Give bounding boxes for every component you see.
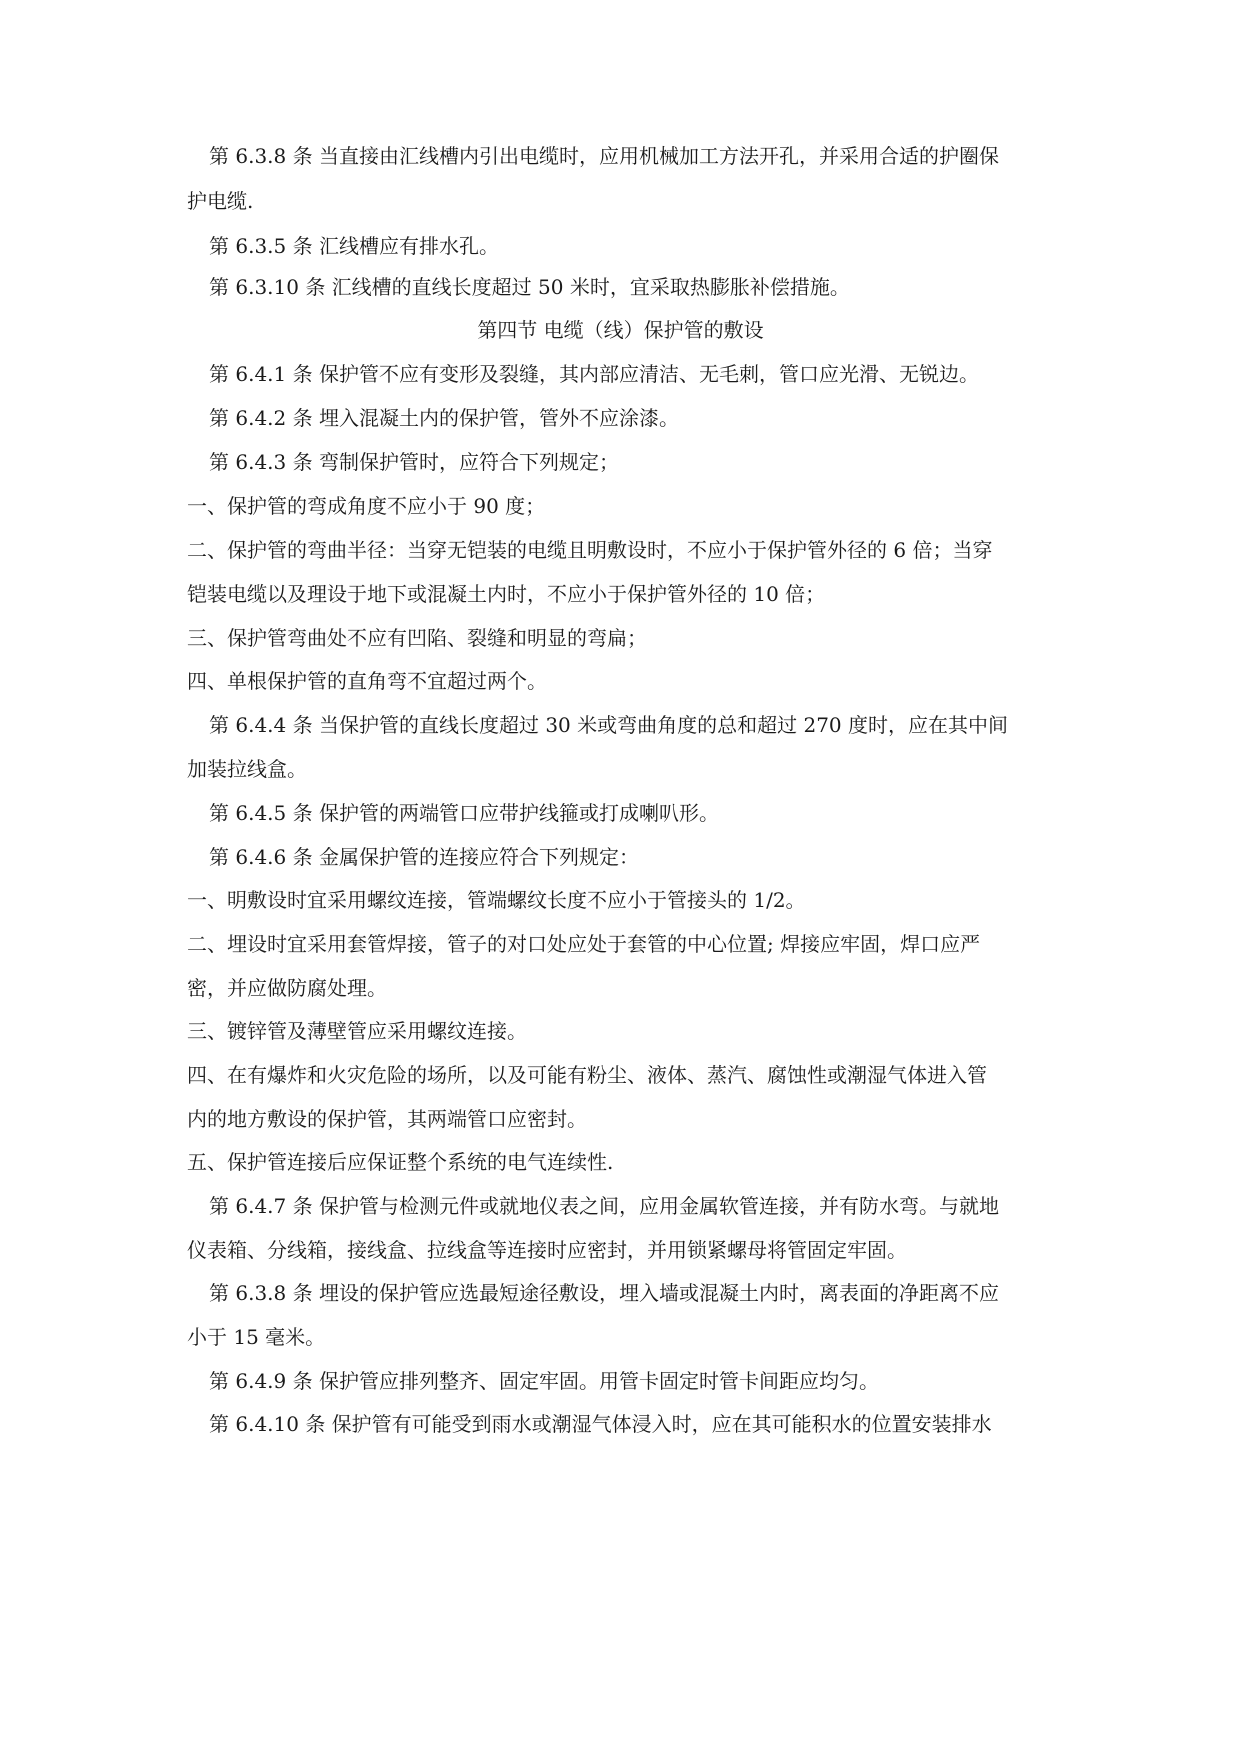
clause-6-4-9: 第 6.4.9 条 保护管应排列整齐、固定牢固。用管卡固定时管卡间距应均匀。 [209,1369,879,1393]
section-heading: 第四节 电缆（线）保护管的敷设 [477,318,764,342]
list-item-6-4-3-1: 一、保护管的弯成角度不应小于 90 度； [187,494,546,518]
clause-6-4-7-line-2: 仪表箱、分线箱，接线盒、拉线盒等连接时应密封，并用锁紧螺母将管固定牢固。 [187,1238,907,1262]
list-item-6-4-3-3: 三、保护管弯曲处不应有凹陷、裂缝和明显的弯扁； [187,626,647,650]
clause-6-3-8-line-2: 护电缆. [187,189,254,213]
clause-6-3-5: 第 6.3.5 条 汇线槽应有排水孔。 [209,234,499,258]
clause-6-4-1: 第 6.4.1 条 保护管不应有变形及裂缝，其内部应清洁、无毛刺，管口应光滑、无锐边。 [209,362,979,386]
list-item-6-4-6-3: 三、镀锌管及薄壁管应采用螺纹连接。 [187,1019,527,1043]
clause-6-4-4-line-1: 第 6.4.4 条 当保护管的直线长度超过 30 米或弯曲角度的总和超过 270 度时，应在其中间 [209,713,1009,737]
list-item-6-4-3-4: 四、单根保护管的直角弯不宜超过两个。 [187,669,547,693]
clause-6-3-10: 第 6.3.10 条 汇线槽的直线长度超过 50 米时，宜采取热膨胀补偿措施。 [209,275,850,299]
list-item-6-4-6-4-line-2: 内的地方敷设的保护管，其两端管口应密封。 [187,1107,587,1131]
clause-6-4-5: 第 6.4.5 条 保护管的两端管口应带护线箍或打成喇叭形。 [209,801,719,825]
clause-6-4-10: 第 6.4.10 条 保护管有可能受到雨水或潮湿气体浸入时，应在其可能积水的位置安装排水 [209,1412,992,1436]
clause-6-3-8-b-line-1: 第 6.3.8 条 埋设的保护管应选最短途径敷设，埋入墙或混凝土内时，离表面的净距离不应 [209,1281,999,1305]
list-item-6-4-6-2-line-2: 密，并应做防腐处理。 [187,976,387,1000]
clause-6-3-8-line-1: 第 6.3.8 条 当直接由汇线槽内引出电缆时，应用机械加工方法开孔，并采用合适的护圈保 [209,144,999,168]
list-item-6-4-3-2-line-1: 二、保护管的弯曲半径：当穿无铠装的电缆且明敷设时，不应小于保护管外径的 6 倍；当穿 [187,538,993,562]
list-item-6-4-6-5: 五、保护管连接后应保证整个系统的电气连续性. [187,1150,614,1174]
clause-6-4-2: 第 6.4.2 条 埋入混凝土内的保护管，管外不应涂漆。 [209,406,679,430]
list-item-6-4-6-1: 一、明敷设时宜采用螺纹连接，管端螺纹长度不应小于管接头的 1/2。 [187,888,806,912]
clause-6-4-6: 第 6.4.6 条 金属保护管的连接应符合下列规定： [209,845,639,869]
clause-6-4-3: 第 6.4.3 条 弯制保护管时，应符合下列规定； [209,450,619,474]
list-item-6-4-6-2-line-1: 二、埋设时宜采用套管焊接，管子的对口处应处于套管的中心位置; 焊接应牢固，焊口应严 [187,932,981,956]
clause-6-4-7-line-1: 第 6.4.7 条 保护管与检测元件或就地仪表之间，应用金属软管连接，并有防水弯。与就地 [209,1194,999,1218]
clause-6-4-4-line-2: 加装拉线盒。 [187,757,307,781]
list-item-6-4-3-2-line-2: 铠装电缆以及理设于地下或混凝土内时，不应小于保护管外径的 10 倍； [187,582,826,606]
clause-6-3-8-b-line-2: 小于 15 毫米。 [187,1325,326,1349]
list-item-6-4-6-4-line-1: 四、在有爆炸和火灾危险的场所，以及可能有粉尘、液体、蒸汽、腐蚀性或潮湿气体进入管 [187,1063,987,1087]
